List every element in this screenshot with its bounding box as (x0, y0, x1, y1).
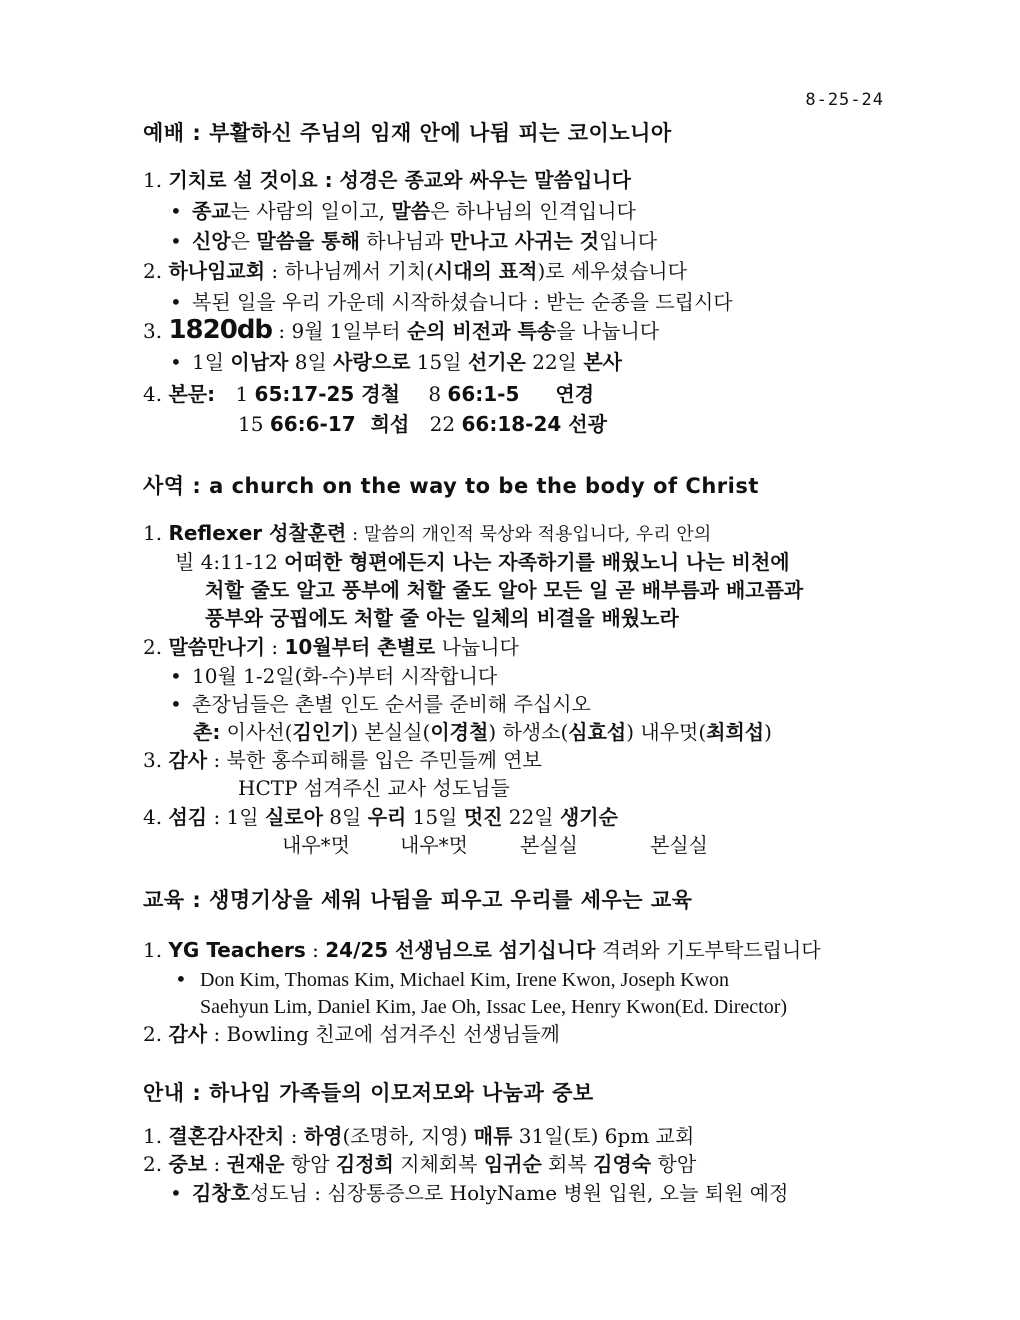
ministry-item-3-line-2: HCTP 섬겨주신 교사 성도님들 (238, 776, 510, 800)
worship-item-1: 1. 기치로 설 것이요 : 성경은 종교와 싸우는 말씀입니다 (143, 168, 631, 192)
ministry-item-2: 2. 말씀만나기 : 10월부터 촌별로 나눕니다 (143, 635, 519, 659)
education-item-1: 1. YG Teachers : 24/25 선생님으로 섬기십니다 격려와 기도부탁드립니다 (143, 938, 821, 962)
ministry-item-4-places-3: 본실실 (520, 833, 578, 857)
ministry-item-4: 4. 섬김 : 1일 실로아 8일 우리 15일 멋진 22일 생기순 (143, 805, 618, 829)
ministry-title: 사역 : a church on the way to be the body of Christ (143, 474, 759, 498)
worship-bullet-1: • 종교는 사람의 일이고, 말씀은 하나님의 인격입니다 (170, 199, 636, 223)
worship-item-2: 2. 하나임교회 : 하나님께서 기치(시대의 표적)로 세우셨습니다 (143, 259, 687, 283)
worship-title: 예배 : 부활하신 주님의 임재 안에 나뒴 피는 코이노니아 (143, 121, 672, 145)
worship-item-4-row-2: 15 66:6-17 희섭 22 66:18-24 선광 (238, 412, 607, 436)
notice-item-1: 1. 결혼감사잔치 : 하영(조명하, 지영) 매튜 31일(토) 6pm 교회 (143, 1124, 695, 1148)
worship-bullet-4: • 1일 이남자 8일 사랑으로 15일 선기온 22일 본사 (170, 350, 622, 374)
notice-item-2: 2. 중보 : 권재운 항암 김정희 지체회복 임귀순 회복 김영숙 항암 (143, 1152, 697, 1176)
education-title: 교육 : 생명기상을 세워 나뒴을 피우고 우리를 세우는 교육 (143, 888, 693, 912)
ministry-bullet-1: • 10월 1-2일(화-수)부터 시작합니다 (170, 664, 498, 688)
ministry-verse-line-1: 빌 4:11-12 어떠한 형편에든지 나는 자족하기를 배웠노니 나는 비천에 (175, 550, 790, 574)
ministry-bullet-2: • 촌장님들은 촌별 인도 순서를 준비해 주십시오 (170, 692, 591, 716)
ministry-item-4-places: 내우*멋 (282, 833, 350, 857)
1820db-logo: 1820db (168, 315, 273, 345)
ministry-verse-line-2: 처할 줄도 알고 풍부에 처할 줄도 알아 모든 일 곧 배부름과 배고픔과 (205, 578, 804, 602)
ministry-chon-line: 촌: 이사선(김인기) 본실실(이경철) 하생소(심효섭) 내우멋(최희섭) (193, 720, 772, 744)
worship-bullet-2: • 신앙은 말씀을 통해 하나님과 만나고 사귀는 것입니다 (170, 229, 658, 253)
notice-bullet-1: • 김창호성도님 : 심장통증으로 HolyName 병원 입원, 오늘 퇴원 예정 (170, 1181, 789, 1205)
education-teacher-names-2: Saehyun Lim, Daniel Kim, Jae Oh, Issac Lee, Henry Kwon(Ed. Director) (200, 996, 788, 1018)
ministry-item-4-places-4: 본실실 (650, 833, 708, 857)
worship-item-4: 4. 본문: 1 65:17-25 경철 8 66:1-5 연경 (143, 382, 595, 406)
education-item-2: 2. 감사 : Bowling 친교에 섬겨주신 선생님들께 (143, 1022, 560, 1046)
ministry-item-3: 3. 감사 : 북한 홍수피해를 입은 주민들께 연보 (143, 748, 542, 772)
education-teacher-names-1: • Don Kim, Thomas Kim, Michael Kim, Irene Kwon, Joseph Kwon (175, 967, 730, 991)
date: 8-25-24 (805, 90, 884, 110)
ministry-item-1: 1. Reflexer 성찰훈련 : 말씀의 개인적 묵상와 적용입니다, 우리 안의 (143, 521, 712, 545)
worship-item-3: 3. 1820db : 9월 1일부터 순의 비전과 특송을 나눕니다 (143, 315, 660, 345)
worship-bullet-3: • 복된 일을 우리 가운데 시작하셨습니다 : 받는 순종을 드립시다 (170, 290, 733, 314)
notice-title: 안내 : 하나임 가족들의 이모저모와 나눔과 중보 (143, 1081, 594, 1105)
ministry-item-4-places-2: 내우*멋 (400, 833, 468, 857)
ministry-verse-line-3: 풍부와 궁핍에도 처할 줄 아는 일체의 비결을 배웠노라 (205, 606, 679, 630)
